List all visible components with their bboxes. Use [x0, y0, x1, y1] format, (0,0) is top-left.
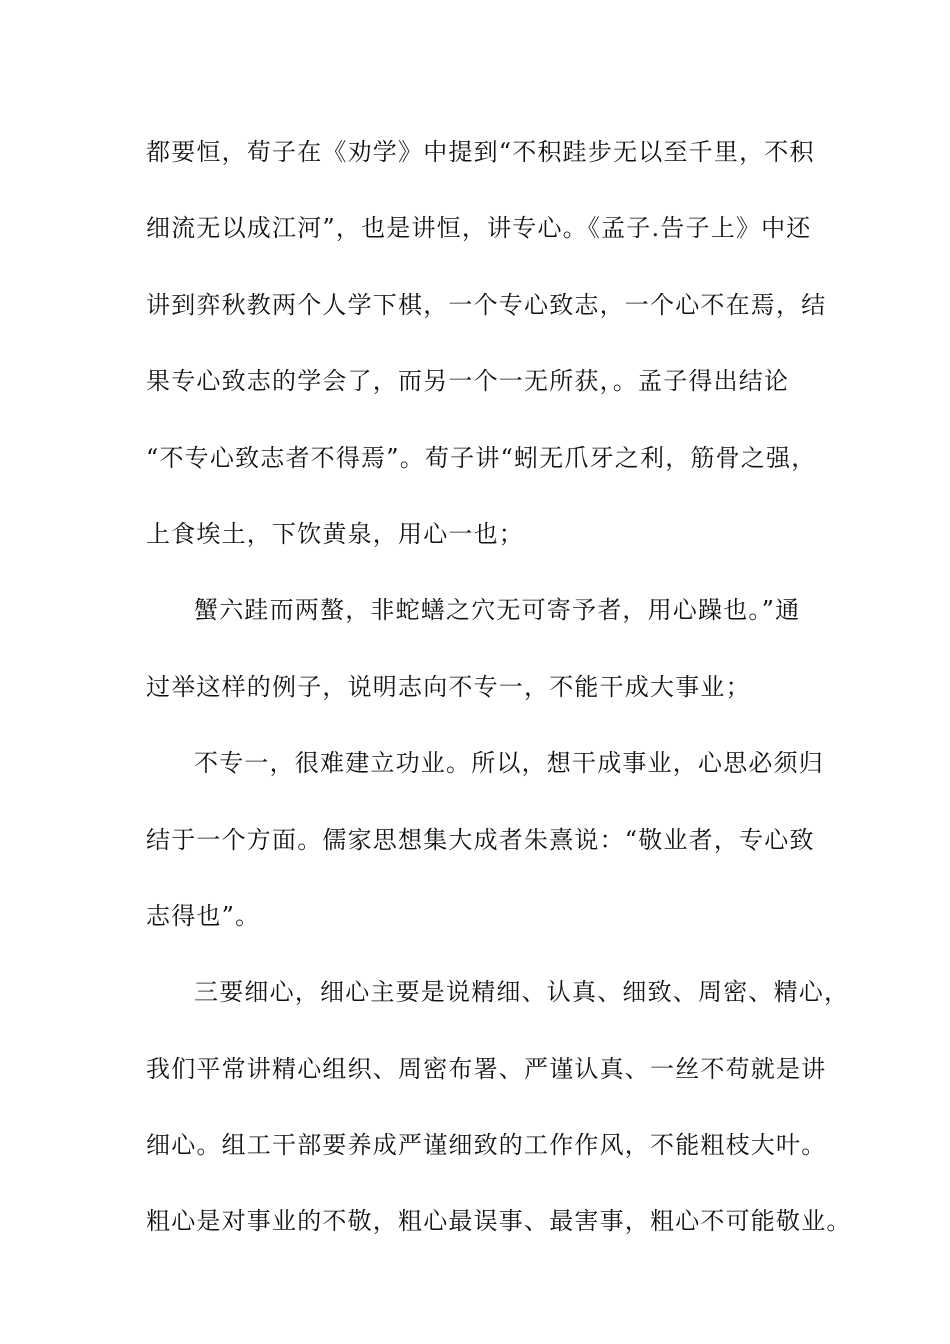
paragraph-start-line: 蟹六跬而两螯，非蛇蟮之穴无可寄予者，用心躁也。”通 [194, 596, 801, 625]
text-line: 粗心是对事业的不敬，粗心最误事、最害事，粗心不可能敬业。 [146, 1207, 852, 1236]
text-line: 过举这样的例子，说明志向不专一，不能干成大事业； [146, 672, 751, 701]
text-line: “不专心致志者不得焉”。荀子讲“蚓无爪牙之利，筋骨之强， [146, 443, 817, 472]
text-line: 结于一个方面。儒家思想集大成者朱熹说：“敬业者，专心致 [146, 825, 815, 854]
paragraph-start-line: 不专一，很难建立功业。所以，想干成事业，心思必须归 [194, 749, 824, 778]
text-line: 志得也”。 [146, 901, 261, 930]
text-line: 细流无以成江河”，也是讲恒，讲专心。《孟子.告子上》中还 [146, 214, 812, 243]
paragraph-start-line: 三要细心，细心主要是说精细、认真、细致、周密、精心， [194, 978, 850, 1007]
text-line: 细心。组工干部要养成严谨细致的工作作风，不能粗枝大叶。 [146, 1131, 827, 1160]
text-line: 讲到弈秋教两个人学下棋，一个专心致志，一个心不在焉，结 [146, 290, 827, 319]
text-line: 果专心致志的学会了，而另一个一无所获，。孟子得出结论 [146, 367, 790, 396]
text-line: 都要恒，荀子在《劝学》中提到“不积跬步无以至千里，不积 [146, 138, 815, 166]
text-line: 我们平常讲精心组织、周密布署、严谨认真、一丝不苟就是讲 [146, 1054, 827, 1083]
text-line: 上食埃土，下饮黄泉，用心一也； [146, 519, 524, 548]
document-body [146, 132, 852, 1278]
